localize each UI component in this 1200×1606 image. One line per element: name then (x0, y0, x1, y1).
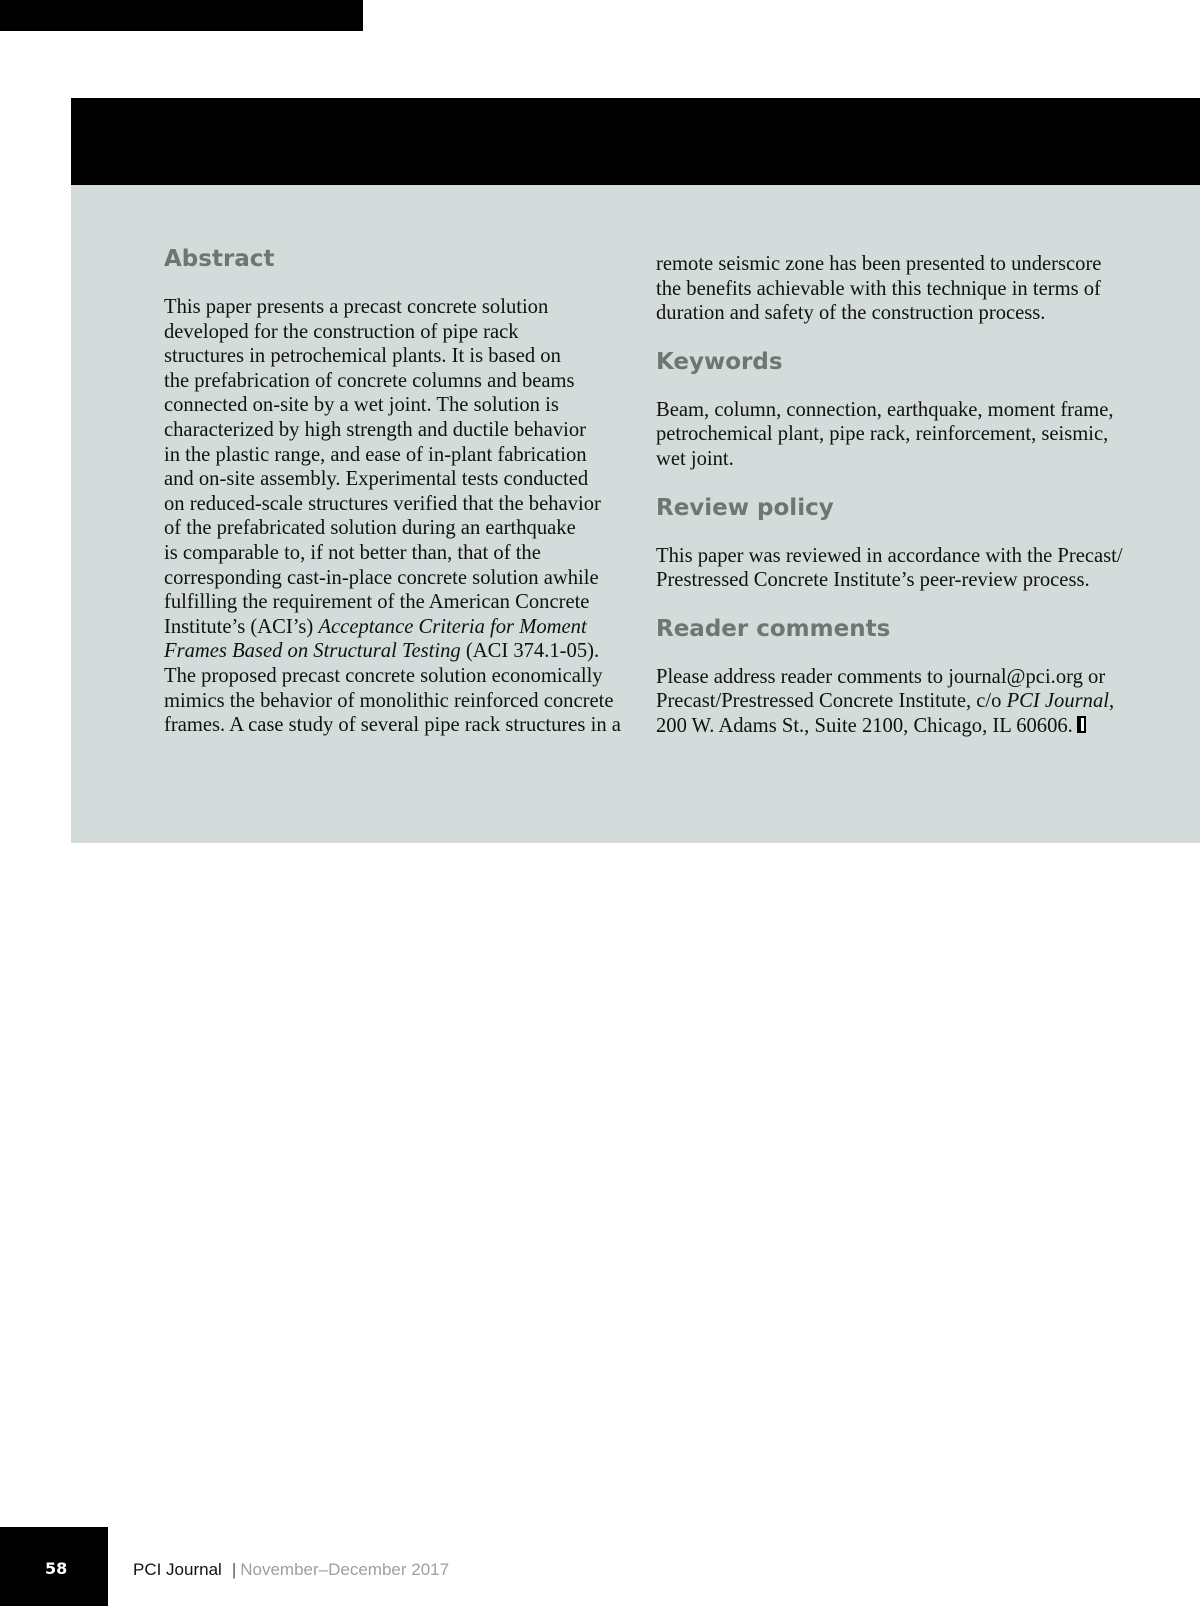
abstract-continuation (656, 252, 1132, 326)
issue-date: November–December 2017 (240, 1560, 450, 1579)
abstract-line: corresponding cast-in-place concrete solution awhile (164, 566, 599, 589)
abstract-line: structures in petrochemical plants. It is based on (164, 345, 561, 368)
aci-document-title: Acceptance Criteria for Moment (318, 615, 587, 638)
journal-name: PCI Journal (133, 1560, 222, 1579)
abstract-line-aci (164, 615, 640, 640)
street-address: 200 W. Adams St., Suite 2100, Chicago, IL 60606. (656, 714, 1073, 737)
institute-address-suffix: , (1108, 690, 1115, 713)
abstract-line: of the prefabricated solution during an earthquake (164, 517, 576, 540)
abstract-line: mimics the behavior of monolithic reinforced concrete (164, 689, 614, 712)
keywords-line: petrochemical plant, pipe rack, reinforcement, seismic, (656, 423, 1109, 446)
journal-title-italic: PCI Journal (1006, 690, 1109, 713)
top-black-bar (0, 0, 363, 31)
running-footer (133, 1560, 449, 1580)
abstract-line: The proposed precast concrete solution economically (164, 664, 603, 687)
abstract-panel (71, 185, 1200, 843)
abstract-line: characterized by high strength and ductile behavior (164, 418, 587, 441)
keywords-line: wet joint. (656, 447, 734, 470)
right-column (656, 252, 1132, 739)
page-number: 58 (45, 1559, 68, 1578)
abstract-line: and on-site assembly. Experimental tests conducted (164, 468, 589, 491)
abstract-line: is comparable to, if not better than, that of the (164, 541, 541, 564)
abstract-line: frames. A case study of several pipe rack structures in a (164, 714, 621, 737)
institute-address-prefix: Precast/Prestressed Concrete Institute, c/o (656, 690, 1007, 713)
abstract-line: developed for the construction of pipe rack (164, 320, 519, 343)
abstract-line: remote seismic zone has been presented to underscore (656, 253, 1102, 275)
end-of-article-icon (1077, 716, 1086, 733)
abstract-heading: Abstract (164, 246, 275, 272)
reader-comments-line (656, 689, 1132, 714)
review-policy-text (656, 544, 1132, 593)
abstract-line: in the plastic range, and ease of in-plant fabrication (164, 443, 587, 466)
reader-comments-heading: Reader comments (656, 615, 891, 642)
left-column (164, 245, 640, 738)
abstract-line: connected on-site by a wet joint. The solution is (164, 394, 559, 417)
abstract-line: on reduced-scale structures verified that the behavior (164, 492, 601, 515)
keywords-heading: Keywords (656, 348, 783, 375)
reader-comments-line: Please address reader comments to journal@pci.org or (656, 665, 1106, 688)
aci-suffix: (ACI 374.1-05). (460, 640, 600, 663)
abstract-line-aci-cont (164, 639, 640, 664)
footer-separator: | (231, 1560, 237, 1579)
keywords-line: Beam, column, connection, earthquake, moment frame, (656, 398, 1114, 421)
review-policy-line: This paper was reviewed in accordance with the Precast/ (656, 544, 1123, 567)
review-policy-line: Prestressed Concrete Institute’s peer-review process. (656, 569, 1090, 592)
abstract-line: the benefits achievable with this technique in terms of (656, 277, 1101, 300)
aci-document-title-cont: Frames Based on Structural Testing (164, 640, 461, 663)
aci-prefix: Institute’s (ACI’s) (164, 615, 319, 638)
abstract-line: fulfilling the requirement of the American Concrete (164, 591, 590, 614)
reader-comments-text (656, 665, 1132, 739)
header-band (71, 98, 1200, 185)
review-policy-heading: Review policy (656, 494, 834, 521)
abstract-line: duration and safety of the construction process. (656, 302, 1046, 325)
abstract-line: the prefabrication of concrete columns and beams (164, 369, 575, 392)
abstract-line: This paper presents a precast concrete solution (164, 296, 549, 318)
abstract-text (164, 295, 640, 738)
reader-comments-line (656, 714, 1132, 739)
keywords-text (656, 398, 1132, 472)
